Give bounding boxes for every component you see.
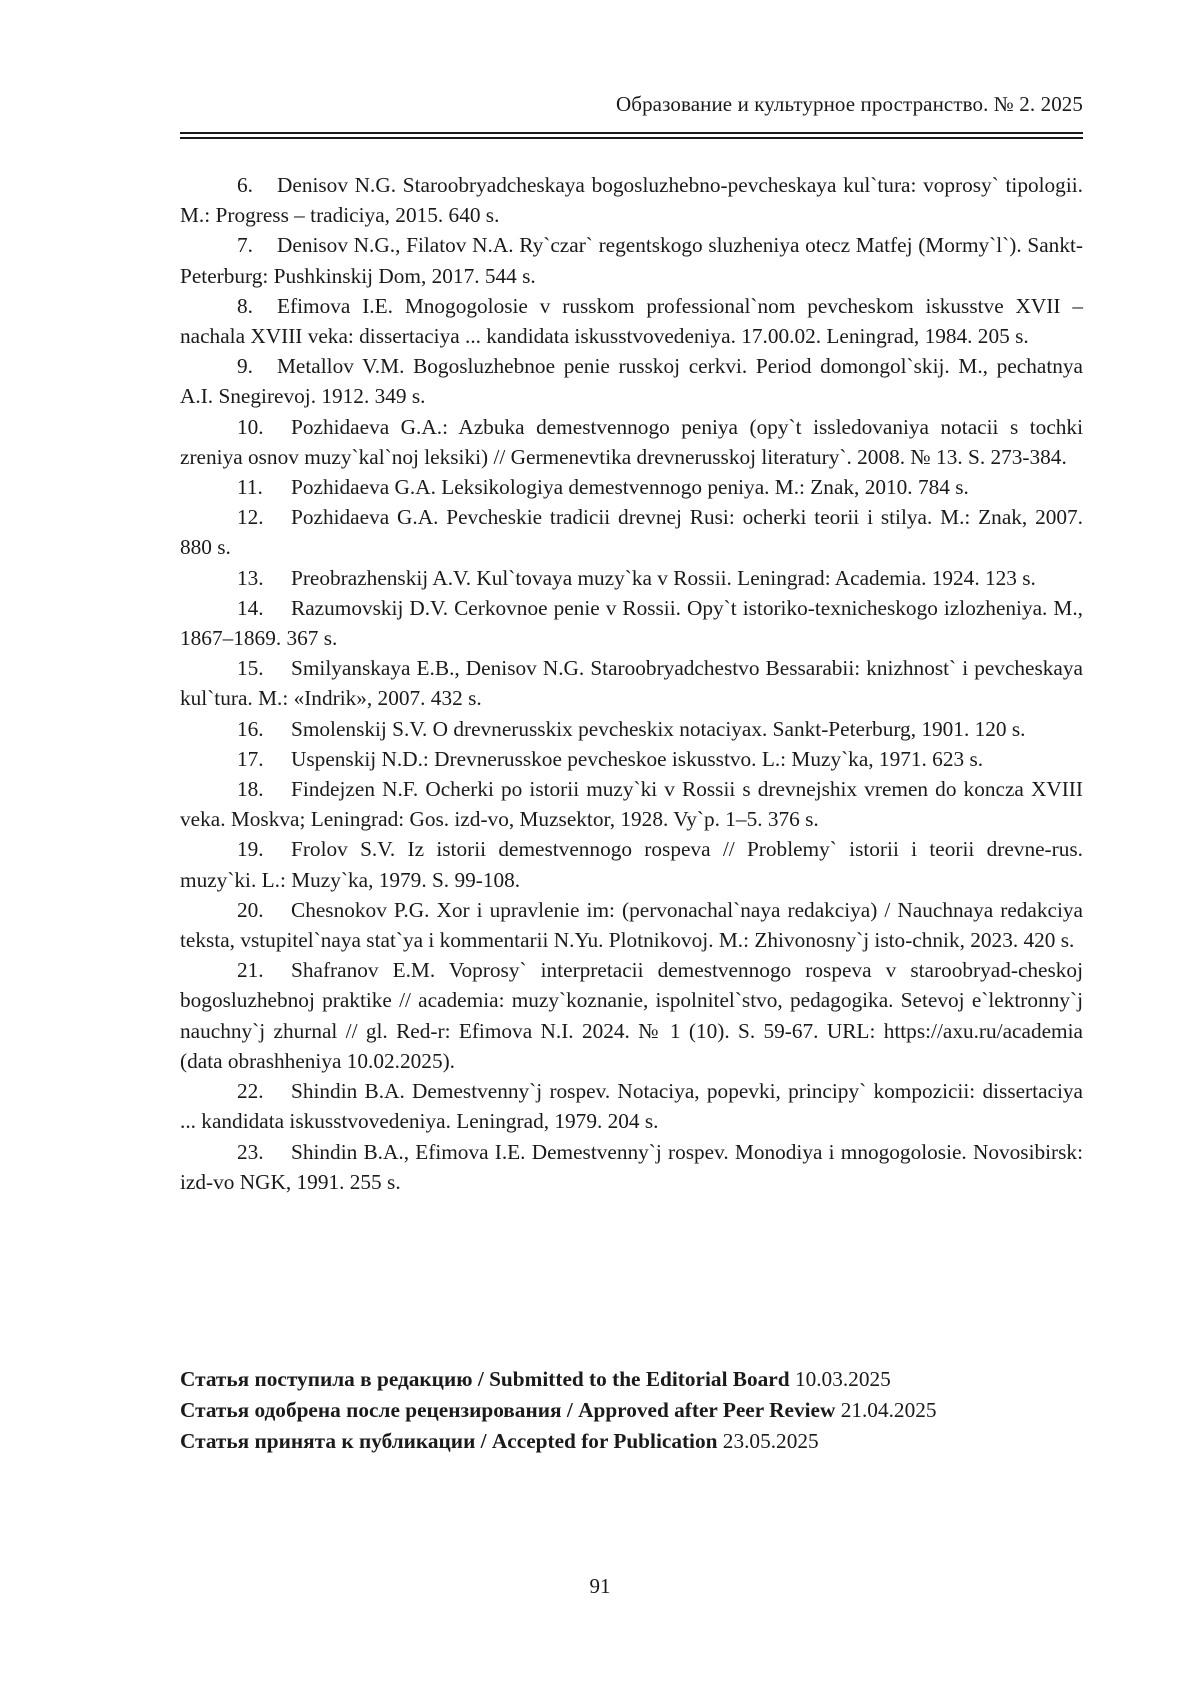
reference-item (180, 412, 1083, 472)
running-header (180, 92, 1083, 117)
date-label: Статья поступила в редакцию / Submitted to the Editorial Board (180, 1367, 790, 1391)
date-approved (180, 1395, 1083, 1426)
reference-text: Denisov N.G., Filatov N.A. Ry`czar` regentskogo sluzheniya otecz Matfej (Mormy`l`). Sankt-Peterburg: Pushkinskij Dom, 2017. 544 s. (180, 233, 1083, 288)
reference-item (180, 834, 1083, 894)
journal-title: Образование и культурное пространство. № 2. 2025 (616, 92, 1083, 116)
reference-number: 7. (237, 233, 253, 258)
date-submitted (180, 1364, 1083, 1395)
reference-number: 13. (237, 565, 264, 590)
reference-item (180, 170, 1083, 230)
reference-text: Pozhidaeva G.A. Pevcheskie tradicii drevnej Rusi: ocherki teorii i stilya. M.: Znak, 2007. 880 s. (180, 505, 1083, 560)
reference-item (180, 502, 1083, 562)
reference-text: Preobrazhenskij A.V. Kul`tovaya muzy`ka v Rossii. Leningrad: Academia. 1924. 123 s. (291, 565, 1036, 590)
reference-number: 11. (237, 475, 263, 500)
reference-text: Razumovskij D.V. Cerkovnoe penie v Rossii. Opy`t istoriko-texnicheskogo izlozheniya. M., 1867–1869. 367 s. (180, 595, 1083, 651)
reference-text: Findejzen N.F. Ocherki po istorii muzy`ki v Rossii s drevnejshix vremen do koncza XVIII veka. Moskva; Leningrad: Gos. izd-vo, Muzsektor, 1928. Vy`p. 1–5. 376 s. (180, 777, 1083, 832)
reference-text: Shindin B.A. Demestvenny`j rospev. Notaciya, popevki, principy` kompozicii: dissertaciya ... kandidata iskusstvovedeniya. Leningrad, 1979. 204 s. (180, 1079, 1083, 1134)
reference-text: Pozhidaeva G.A. Leksikologiya demestvennogo peniya. M.: Znak, 2010. 784 s. (291, 475, 969, 500)
reference-item (180, 955, 1083, 1076)
reference-item (180, 563, 1083, 593)
date-label: Статья принята к публикации / Accepted for Publication (180, 1429, 718, 1453)
reference-text: Shindin B.A., Efimova I.E. Demestvenny`j rospev. Monodiya i mnogogolosie. Novosibirsk: izd-vo NGK, 1991. 255 s. (180, 1139, 1083, 1194)
date-value: 21.04.2025 (840, 1398, 937, 1422)
reference-number: 14. (237, 595, 264, 620)
publication-dates (180, 1364, 1083, 1457)
reference-text: Pozhidaeva G.A.: Azbuka demestvennogo peniya (opy`t issledovaniya notacii s tochki zreniya osnov muzy`kal`noj leksiki) // Germenevtika drevnerusskoj literatury`. 2008. № 13. S. 273-384. (180, 414, 1083, 469)
reference-text: Chesnokov P.G. Xor i upravlenie im: (pervonachal`naya redakciya) / Nauchnaya redakciya teksta, vstupitel`naya stat`ya i kommentarii N.Yu. Plotnikovoj. M.: Zhivonosny`j isto-chnik, 2023. 420 s. (180, 897, 1083, 953)
reference-text: Frolov S.V. Iz istorii demestvennogo rospeva // Problemy` istorii i teorii drevne-rus. muzy`ki. L.: Muzy`ka, 1979. S. 99-108. (180, 837, 1083, 892)
page-number: 91 (589, 1574, 611, 1598)
reference-item (180, 291, 1083, 351)
reference-item (180, 653, 1083, 713)
date-accepted (180, 1426, 1083, 1457)
reference-number: 17. (237, 746, 264, 771)
reference-text: Shafranov E.M. Voprosy` interpretacii demestvennogo rospeva v staroobryad-cheskoj bogosluzhebnoj praktike // academia: muzy`koznanie, ispolnitel`stvo, pedagogika. Setevoj e`lektronny`j nauchny`j zhurnal // gl. Red-r: Efimova N.I. 2024. № 1 (10). S. 59-67. URL: https://axu.ru/academia (data obrashheniya 10.02.2025). (180, 958, 1083, 1073)
reference-number: 21. (237, 958, 264, 983)
reference-item (180, 1076, 1083, 1136)
reference-item (180, 230, 1083, 290)
reference-item (180, 744, 1083, 774)
date-value: 10.03.2025 (794, 1367, 891, 1391)
reference-item (180, 895, 1083, 955)
reference-item (180, 774, 1083, 834)
reference-text: Smolenskij S.V. O drevnerusskix pevcheskix notaciyax. Sankt-Peterburg, 1901. 120 s. (291, 716, 1026, 741)
date-label: Статья одобрена после рецензирования / Approved after Peer Review (180, 1398, 836, 1422)
reference-item (180, 351, 1083, 411)
reference-item (180, 593, 1083, 653)
reference-text: Metallov V.M. Bogosluzhebnoe penie russkoj cerkvi. Period domongol`skij. M., pechatnya A.I. Snegirevoj. 1912. 349 s. (180, 354, 1083, 409)
date-value: 23.05.2025 (722, 1429, 819, 1453)
reference-list (180, 170, 1083, 1197)
reference-number: 8. (237, 293, 253, 318)
header-double-rule (180, 132, 1083, 139)
reference-item (180, 472, 1083, 502)
reference-number: 16. (237, 716, 264, 741)
reference-number: 18. (237, 777, 264, 802)
reference-number: 15. (237, 656, 264, 681)
reference-number: 9. (237, 354, 253, 379)
reference-number: 10. (237, 414, 264, 439)
reference-number: 20. (237, 897, 264, 922)
reference-text: Efimova I.E. Mnogogolosie v russkom professional`nom pevcheskom iskusstve XVII – nachala XVIII veka: dissertaciya ... kandidata iskusstvovedeniya. 17.00.02. Leningrad, 1984. 205 s. (180, 293, 1083, 349)
reference-number: 6. (237, 173, 253, 197)
reference-item (180, 714, 1083, 744)
reference-number: 12. (237, 505, 264, 530)
reference-number: 23. (237, 1139, 264, 1164)
reference-number: 22. (237, 1079, 264, 1104)
reference-text: Denisov N.G. Staroobryadcheskaya bogosluzhebno-pevcheskaya kul`tura: voprosy` tipologii. M.: Progress – tradiciya, 2015. 640 s. (180, 173, 1083, 228)
reference-text: Uspenskij N.D.: Drevnerusskoe pevcheskoe iskusstvo. L.: Muzy`ka, 1971. 623 s. (291, 746, 984, 771)
reference-number: 19. (237, 837, 264, 862)
reference-item (180, 1137, 1083, 1197)
reference-text: Smilyanskaya E.B., Denisov N.G. Staroobryadchestvo Bessarabii: knizhnost` i pevcheskaya kul`tura. M.: «Indrik», 2007. 432 s. (180, 656, 1083, 711)
